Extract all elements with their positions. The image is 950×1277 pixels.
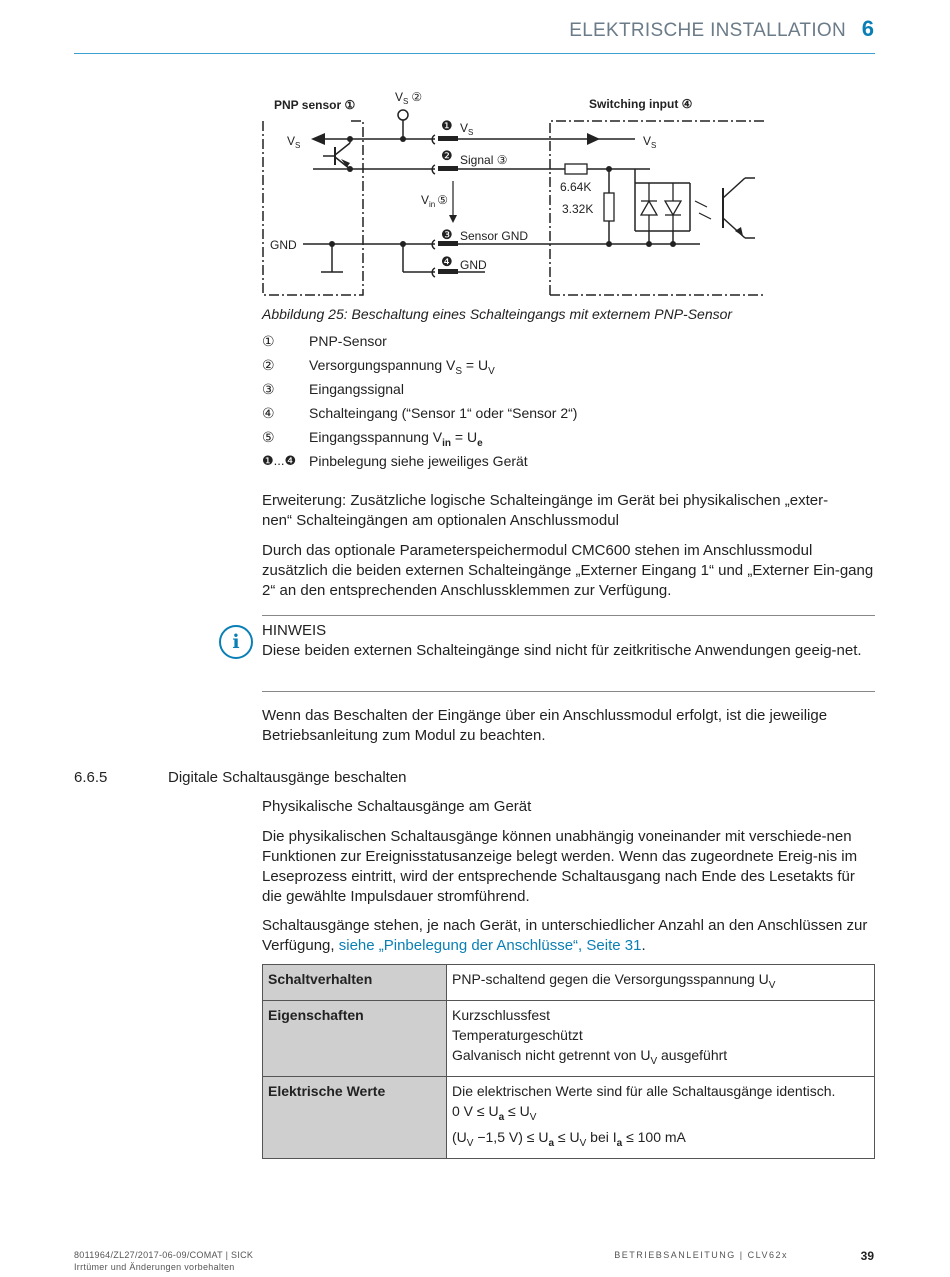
table-row xyxy=(263,965,875,1001)
legend-symbol: ④ xyxy=(262,405,275,421)
legend-text: Eingangssignal xyxy=(309,381,404,397)
pin4-label: GND xyxy=(460,258,487,272)
vs-terminal xyxy=(398,110,408,120)
table-value: PNP-schaltend gegen die Versorgungsspannung $U_V$ xyxy=(447,965,875,1001)
figure-caption: Abbildung 25: Beschaltung eines Schalteingangs mit externem PNP-Sensor xyxy=(262,306,733,322)
legend-symbol: ⑤ xyxy=(262,429,275,445)
page-number: 39 xyxy=(860,1249,874,1263)
legend-symbol: ③ xyxy=(262,381,275,397)
pin1-marker: ❶ xyxy=(441,118,453,133)
vs-top-label: $V_S$ ② xyxy=(395,90,423,106)
table-row xyxy=(263,1000,875,1076)
sub-heading: Physikalische Schaltausgänge am Gerät xyxy=(262,798,532,815)
switching-input-label: Switching input ④ xyxy=(589,97,693,111)
footer-doc-title: BETRIEBSANLEITUNG | CLV62x xyxy=(614,1250,788,1260)
legend-text: Eingangsspannung $V_{in} = U_e$ xyxy=(309,429,483,449)
legend-text: Versorgungspannung $V_S = U_V$ xyxy=(309,357,495,377)
legend-text: Pinbelegung siehe jeweiliges Gerät xyxy=(309,453,528,469)
note-text: Diese beiden externen Schalteingänge sind nicht für zeitkritische Anwendungen geeig-net. xyxy=(262,642,862,659)
chapter-number: 6 xyxy=(861,16,874,41)
pin2-marker: ❷ xyxy=(441,148,453,163)
resistor-r2 xyxy=(604,193,614,221)
legend-symbol: ① xyxy=(262,333,275,349)
vs-right-label: $V_S$ xyxy=(643,134,657,150)
pin3-label: Sensor GND xyxy=(460,229,529,243)
legend-item xyxy=(262,333,862,357)
note-title: HINWEIS xyxy=(262,622,327,639)
table-row xyxy=(263,1076,875,1159)
section-title: Digitale Schaltausgänge beschalten xyxy=(168,769,407,786)
header-divider xyxy=(74,53,875,54)
chapter-title: ELEKTRISCHE INSTALLATION xyxy=(569,20,846,41)
pin3-marker: ❸ xyxy=(441,227,453,242)
legend-item xyxy=(262,357,862,381)
table-key: Elektrische Werte xyxy=(263,1076,447,1159)
legend-symbol: ❶...❹ xyxy=(262,453,297,468)
pin2-label: Signal ③ xyxy=(460,153,508,167)
outputs-paragraph: Die physikalischen Schaltausgänge können unabhängig voneinander mit verschiede-nen Funktionen zur Ereignisstatusanzeige belegt werden. Wenn das zugeordnete Ereig-nis im Leseprozess eintritt, wird der entsprechende Schaltausgang nach Ende des Lesetakts für die gewählte Impulsdauer stromführend. xyxy=(262,828,858,905)
resistor-r1 xyxy=(565,164,587,174)
pnp-sensor-label: PNP sensor ① xyxy=(274,98,356,112)
table-value: Die elektrischen Werte sind für alle Schaltausgänge identisch. 0 $V \le U_a \le U_V$ ($U_V -1,5$ $V) \le U_a \le U_V$ bei $I_a \le 100$ mA xyxy=(447,1076,875,1159)
circuit-diagram xyxy=(255,83,775,303)
section-number: 6.6.5 xyxy=(74,769,108,786)
footer-left: 8011964/ZL27/2017-06-09/COMAT | SICK Irrtümer und Änderungen vorbehalten xyxy=(74,1250,254,1272)
extension-heading: Erweiterung: Zusätzliche logische Schalteingänge im Gerät bei physikalischen „exter- nen“ Schalteingängen am optionalen Anschlussmodul xyxy=(262,492,829,529)
note-top-rule xyxy=(262,615,875,616)
legend-symbol: ② xyxy=(262,357,275,373)
legend-text: PNP-Sensor xyxy=(309,333,387,349)
module-paragraph: Wenn das Beschalten der Eingänge über ein Anschlussmodul erfolgt, ist die jeweilige Betriebsanleitung zum Modul zu beachten. xyxy=(262,707,828,744)
r1-label: 6.64K xyxy=(560,180,592,194)
extension-paragraph: Durch das optionale Parameterspeichermodul CMC600 stehen im Anschlussmodul zusätzlich die beiden externen Schalteingänge „Externer Eingang 1“ und „Externer Ein-gang 2“ an den entsprechenden Anschlussklemmen zur Verfügung. xyxy=(262,542,874,599)
legend-text: Schalteingang (“Sensor 1“ oder “Sensor 2“) xyxy=(309,405,578,421)
table-value: Kurzschlussfest Temperaturgeschützt Galvanisch nicht getrennt von $U_V$ ausgeführt xyxy=(447,1000,875,1076)
info-icon: i xyxy=(219,625,253,659)
r2-label: 3.32K xyxy=(562,202,594,216)
optocoupler xyxy=(635,169,755,247)
count-paragraph: Schaltausgänge stehen, je nach Gerät, in unterschiedlicher Anzahl an den Anschlüssen zur Verfügung, siehe „Pinbelegung der Anschlüsse“, Seite 31. xyxy=(262,917,868,954)
gnd-left-label: GND xyxy=(270,238,297,252)
legend-item xyxy=(262,381,862,405)
properties-table xyxy=(262,964,875,1159)
table-key: Eigenschaften xyxy=(263,1000,447,1076)
pnp-sensor-box xyxy=(263,121,363,295)
legend-item xyxy=(262,405,862,429)
note-bottom-rule xyxy=(262,691,875,692)
vs-left-label: $V_S$ xyxy=(287,134,301,150)
legend-item xyxy=(262,429,862,453)
pin1-label: $V_S$ xyxy=(460,121,474,137)
pin4-marker: ❹ xyxy=(441,254,453,269)
legend-item xyxy=(262,453,862,477)
figure-legend xyxy=(262,333,862,477)
pinout-link[interactable]: siehe „Pinbelegung der Anschlüsse“, Seite 31 xyxy=(338,937,642,954)
table-key: Schaltverhalten xyxy=(263,965,447,1001)
vin-label: $V_{in}$ ⑤ xyxy=(421,193,449,209)
